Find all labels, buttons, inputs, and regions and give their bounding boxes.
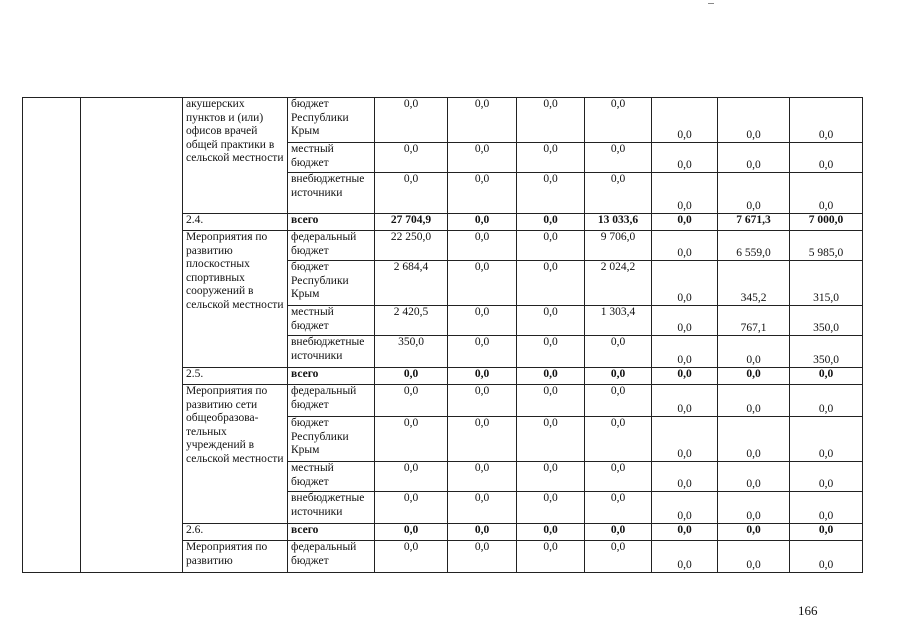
value-cell: 0,0 — [448, 261, 517, 306]
value-cell: 0,0 — [790, 98, 863, 143]
value-cell: 0,0 — [448, 173, 517, 214]
value-cell: 0,0 — [790, 524, 863, 541]
blank-col-1 — [23, 98, 81, 573]
value-cell: 0,0 — [375, 173, 448, 214]
value-cell: 0,0 — [718, 385, 790, 417]
value-cell: 0,0 — [517, 261, 585, 306]
value-cell: 0,0 — [718, 98, 790, 143]
value-cell: 0,0 — [375, 541, 448, 573]
value-cell: 0,0 — [585, 524, 652, 541]
value-cell: 0,0 — [790, 541, 863, 573]
item-number: 2.5. — [183, 368, 288, 385]
value-cell: 0,0 — [652, 98, 718, 143]
value-cell: 2 024,2 — [585, 261, 652, 306]
item-number: 2.4. — [183, 214, 288, 231]
funding-source: внебюджетные источники — [288, 492, 375, 524]
value-cell: 0,0 — [448, 462, 517, 492]
value-cell: 0,0 — [375, 98, 448, 143]
funding-source: федеральный бюджет — [288, 231, 375, 261]
value-cell: 2 684,4 — [375, 261, 448, 306]
value-cell: 0,0 — [517, 98, 585, 143]
value-cell: 0,0 — [448, 541, 517, 573]
value-cell: 0,0 — [585, 492, 652, 524]
value-cell: 0,0 — [585, 173, 652, 214]
item-description: акушерских пунктов и (или) офисов врачей общей практики в сельской местности — [183, 98, 288, 214]
value-cell: 0,0 — [375, 143, 448, 173]
value-cell: 0,0 — [585, 385, 652, 417]
value-cell: 0,0 — [517, 492, 585, 524]
value-cell: 350,0 — [375, 336, 448, 368]
value-cell: 315,0 — [790, 261, 863, 306]
funding-source: внебюджетные источники — [288, 336, 375, 368]
table-row — [23, 98, 863, 143]
value-cell: 0,0 — [448, 385, 517, 417]
value-cell: 5 985,0 — [790, 231, 863, 261]
funding-source: бюджет Республики Крым — [288, 98, 375, 143]
value-cell: 7 000,0 — [790, 214, 863, 231]
table-body — [23, 98, 863, 573]
value-cell: 0,0 — [790, 143, 863, 173]
value-cell: 0,0 — [652, 214, 718, 231]
value-cell: 0,0 — [375, 492, 448, 524]
funding-source: всего — [288, 368, 375, 385]
value-cell: 0,0 — [790, 385, 863, 417]
value-cell: 350,0 — [790, 336, 863, 368]
value-cell: 0,0 — [448, 492, 517, 524]
value-cell: 0,0 — [652, 336, 718, 368]
value-cell: 0,0 — [652, 306, 718, 336]
value-cell: 0,0 — [652, 417, 718, 462]
value-cell: 0,0 — [652, 173, 718, 214]
value-cell: 0,0 — [585, 98, 652, 143]
value-cell: 0,0 — [585, 143, 652, 173]
value-cell: 0,0 — [718, 524, 790, 541]
value-cell: 0,0 — [517, 306, 585, 336]
funding-source: федеральный бюджет — [288, 385, 375, 417]
value-cell: 0,0 — [448, 306, 517, 336]
value-cell: 0,0 — [718, 492, 790, 524]
item-description: Мероприятия по развитию — [183, 541, 288, 573]
value-cell: 0,0 — [585, 462, 652, 492]
value-cell: 0,0 — [517, 214, 585, 231]
value-cell: 0,0 — [517, 385, 585, 417]
funding-source: местный бюджет — [288, 143, 375, 173]
value-cell: 0,0 — [790, 173, 863, 214]
value-cell: 345,2 — [718, 261, 790, 306]
value-cell: 0,0 — [790, 368, 863, 385]
value-cell: 0,0 — [517, 462, 585, 492]
value-cell: 0,0 — [448, 417, 517, 462]
value-cell: 0,0 — [517, 417, 585, 462]
value-cell: 0,0 — [718, 368, 790, 385]
value-cell: 0,0 — [517, 368, 585, 385]
value-cell: 0,0 — [448, 214, 517, 231]
scan-mark — [708, 0, 714, 4]
value-cell: 0,0 — [718, 417, 790, 462]
value-cell: 6 559,0 — [718, 231, 790, 261]
value-cell: 0,0 — [652, 492, 718, 524]
value-cell: 0,0 — [448, 98, 517, 143]
funding-source: бюджет Республики Крым — [288, 417, 375, 462]
value-cell: 0,0 — [790, 417, 863, 462]
funding-source: бюджет Республики Крым — [288, 261, 375, 306]
value-cell: 0,0 — [790, 462, 863, 492]
value-cell: 0,0 — [790, 492, 863, 524]
value-cell: 0,0 — [448, 336, 517, 368]
value-cell: 0,0 — [375, 462, 448, 492]
value-cell: 0,0 — [652, 462, 718, 492]
blank-col-2 — [81, 98, 183, 573]
item-description: Мероприятия по развитию сети общеобразова-тельных учреждений в сельской местности — [183, 385, 288, 524]
funding-source: федеральный бюджет — [288, 541, 375, 573]
value-cell: 0,0 — [517, 336, 585, 368]
value-cell: 0,0 — [448, 143, 517, 173]
item-number: 2.6. — [183, 524, 288, 541]
value-cell: 0,0 — [718, 541, 790, 573]
value-cell: 0,0 — [652, 143, 718, 173]
value-cell: 0,0 — [652, 231, 718, 261]
value-cell: 0,0 — [718, 143, 790, 173]
value-cell: 350,0 — [790, 306, 863, 336]
value-cell: 0,0 — [652, 524, 718, 541]
page-number: 166 — [798, 603, 818, 618]
value-cell: 0,0 — [517, 231, 585, 261]
value-cell: 0,0 — [585, 368, 652, 385]
value-cell: 0,0 — [517, 143, 585, 173]
value-cell: 0,0 — [718, 173, 790, 214]
value-cell: 0,0 — [652, 368, 718, 385]
value-cell: 767,1 — [718, 306, 790, 336]
value-cell: 0,0 — [517, 541, 585, 573]
value-cell: 0,0 — [375, 417, 448, 462]
value-cell: 0,0 — [448, 368, 517, 385]
funding-source: внебюджетные источники — [288, 173, 375, 214]
value-cell: 0,0 — [652, 541, 718, 573]
value-cell: 13 033,6 — [585, 214, 652, 231]
value-cell: 0,0 — [448, 231, 517, 261]
funding-source: местный бюджет — [288, 462, 375, 492]
value-cell: 22 250,0 — [375, 231, 448, 261]
funding-source: всего — [288, 524, 375, 541]
value-cell: 0,0 — [375, 385, 448, 417]
value-cell: 0,0 — [585, 417, 652, 462]
value-cell: 0,0 — [652, 261, 718, 306]
value-cell: 0,0 — [375, 368, 448, 385]
value-cell: 0,0 — [652, 385, 718, 417]
value-cell: 1 303,4 — [585, 306, 652, 336]
value-cell: 2 420,5 — [375, 306, 448, 336]
value-cell: 0,0 — [375, 524, 448, 541]
item-description: Мероприятия по развитию плоскостных спортивных сооружений в сельской местности — [183, 231, 288, 368]
value-cell: 0,0 — [585, 541, 652, 573]
value-cell: 0,0 — [585, 336, 652, 368]
value-cell: 0,0 — [718, 336, 790, 368]
value-cell: 0,0 — [448, 524, 517, 541]
funding-source: всего — [288, 214, 375, 231]
value-cell: 9 706,0 — [585, 231, 652, 261]
value-cell: 7 671,3 — [718, 214, 790, 231]
funding-source: местный бюджет — [288, 306, 375, 336]
value-cell: 0,0 — [517, 524, 585, 541]
budget-table — [22, 97, 863, 573]
value-cell: 0,0 — [517, 173, 585, 214]
value-cell: 0,0 — [718, 462, 790, 492]
value-cell: 27 704,9 — [375, 214, 448, 231]
